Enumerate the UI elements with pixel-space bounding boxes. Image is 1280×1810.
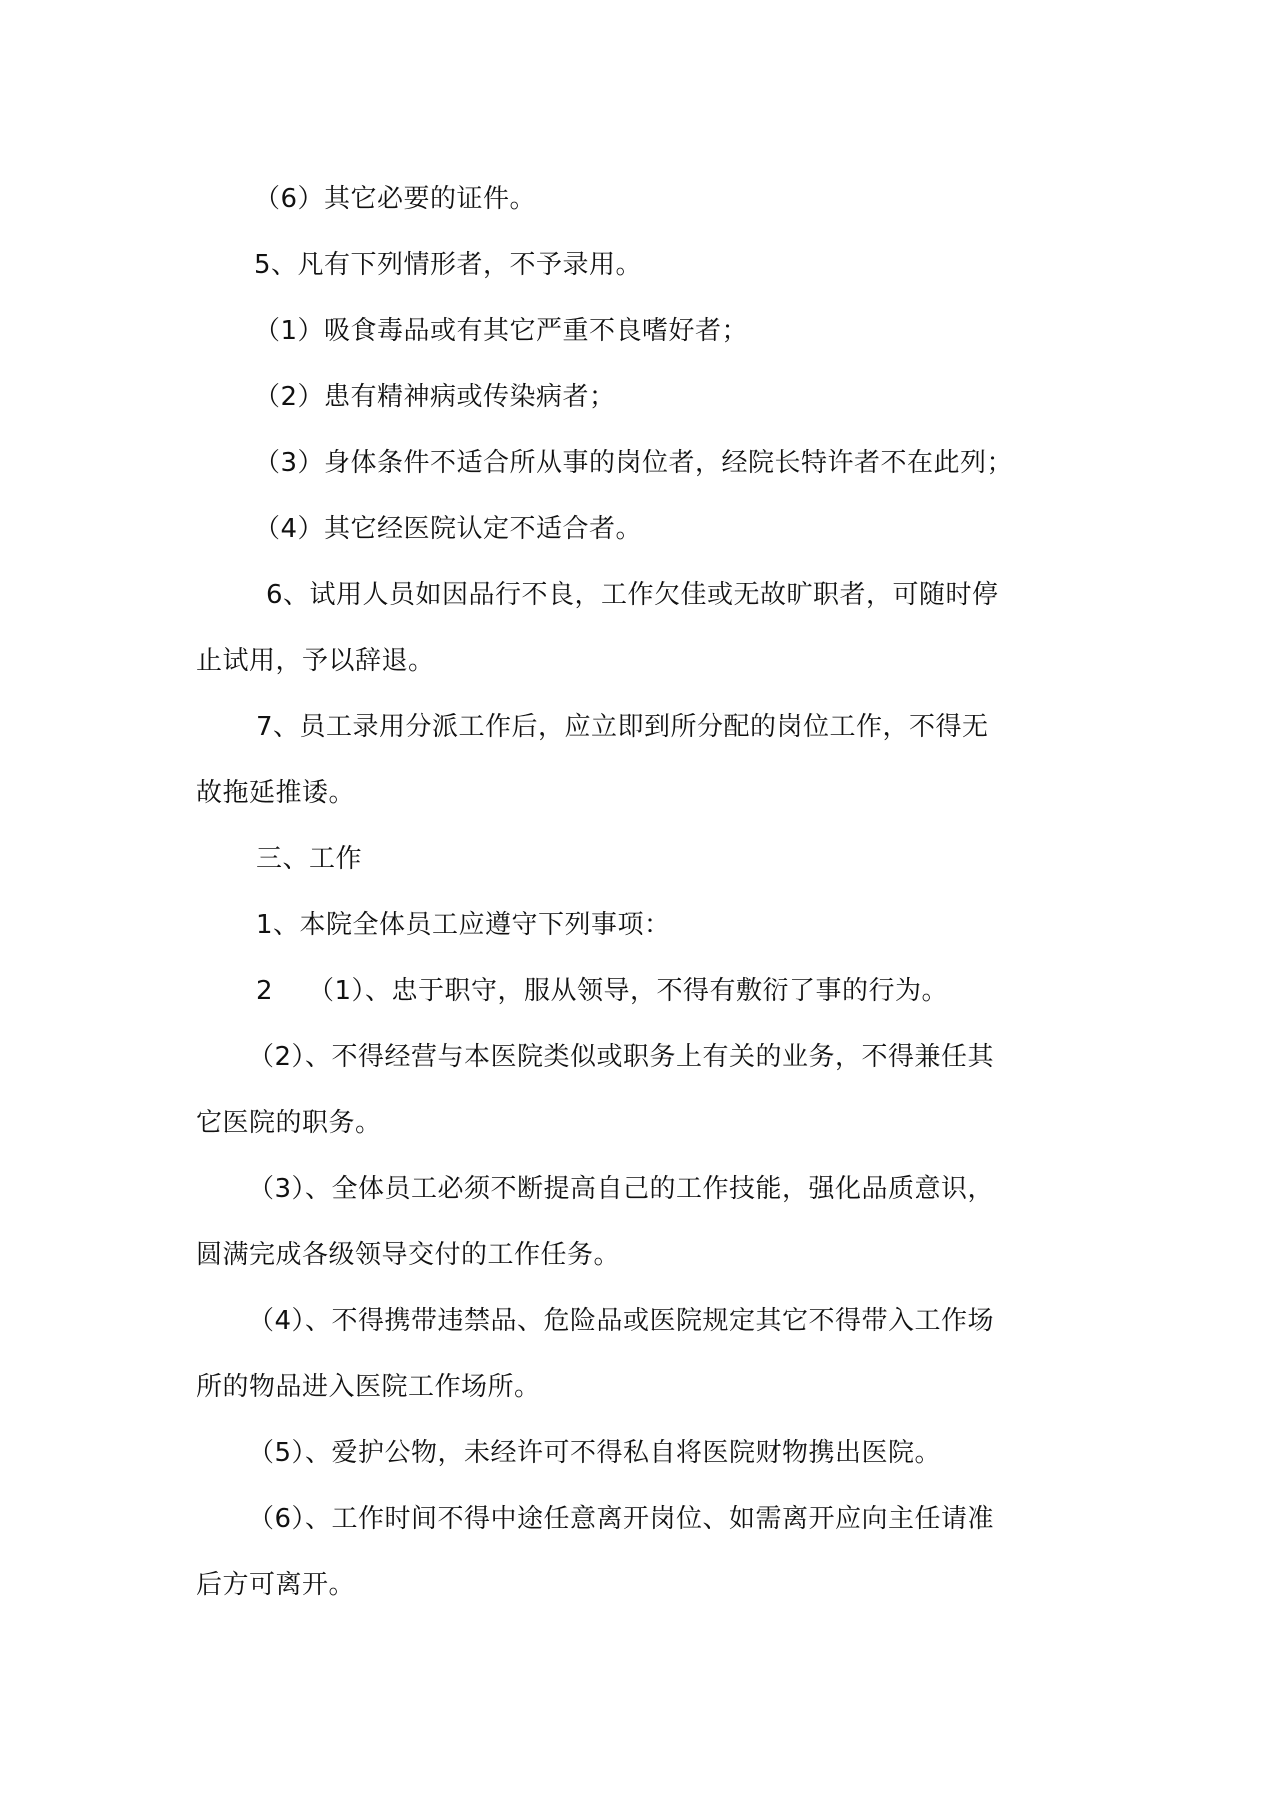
text-line: 止试用，予以辞退。	[196, 646, 435, 676]
text-line: 6、试用人员如因品行不良，工作欠佳或无故旷职者，可随时停	[266, 580, 999, 610]
text-line: （4）其它经医院认定不适合者。	[254, 514, 643, 544]
text-line: （1）吸食毒品或有其它严重不良嗜好者；	[254, 316, 749, 346]
text-line: 故拖延推诿。	[196, 778, 356, 808]
text-line: （3）、全体员工必须不断提高自己的工作技能，强化品质意识，	[248, 1174, 995, 1204]
text-line: （3）身体条件不适合所从事的岗位者，经院长特许者不在此列；	[254, 448, 1014, 478]
document-body	[196, 166, 1096, 1618]
text-line: 1、本院全体员工应遵守下列事项：	[256, 910, 671, 940]
text-line: （6）、工作时间不得中途任意离开岗位、如需离开应向主任请准	[248, 1504, 995, 1534]
text-line: 5、凡有下列情形者，不予录用。	[254, 250, 643, 280]
text-line: 所的物品进入医院工作场所。	[196, 1372, 541, 1402]
text-line: （5）、爱护公物，未经许可不得私自将医院财物携出医院。	[248, 1438, 942, 1468]
section-heading: 三、工作	[256, 844, 363, 874]
text-line: 它医院的职务。	[196, 1108, 382, 1138]
text-line: （2）患有精神病或传染病者；	[254, 382, 616, 412]
text-line: 圆满完成各级领导交付的工作任务。	[196, 1240, 621, 1270]
text-segment: （1）、忠于职守，服从领导，不得有敷衍了事的行为。	[308, 976, 949, 1006]
text-line: 7、员工录用分派工作后，应立即到所分配的岗位工作，不得无	[256, 712, 989, 742]
text-line: 后方可离开。	[196, 1570, 356, 1600]
text-line: （6）其它必要的证件。	[254, 184, 537, 214]
text-line: （4）、不得携带违禁品、危险品或医院规定其它不得带入工作场	[248, 1306, 995, 1336]
text-line: （2）、不得经营与本医院类似或职务上有关的业务，不得兼任其	[248, 1042, 995, 1072]
text-line	[196, 958, 1096, 1024]
list-number: 2	[256, 976, 274, 1006]
